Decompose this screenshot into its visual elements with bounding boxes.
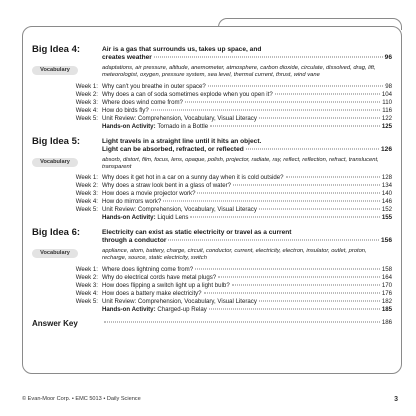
page-number: 164 xyxy=(381,273,392,281)
week-question: How does a movie projector work? xyxy=(102,190,196,198)
page-number: 186 xyxy=(381,318,392,326)
week-question: Unit Review: Comprehension, Vocabulary, Visual Literacy xyxy=(102,206,257,214)
page-number: 104 xyxy=(381,90,392,98)
big-idea-title-line2: through a conductor xyxy=(102,237,167,245)
week-entry xyxy=(32,298,392,306)
big-idea-label: Big Idea 6: xyxy=(32,227,81,239)
leader-dots xyxy=(275,93,380,94)
page-number: 96 xyxy=(384,54,392,61)
hands-on-title: Liquid Lens xyxy=(157,214,189,222)
big-idea-heading xyxy=(32,136,392,154)
week-question: How does flipping a switch light up a light bulb? xyxy=(102,281,230,289)
week-label: Week 2: xyxy=(75,273,98,281)
big-idea-title-line1: Air is a gas that surrounds us, takes up space, and xyxy=(102,46,262,53)
week-entry xyxy=(32,99,392,107)
page-number: 140 xyxy=(381,190,392,198)
week-question: How do mirrors work? xyxy=(102,198,162,206)
vocabulary-list: appliance, atom, battery, charge, circuit, conductor, current, electricity, electron, insulator, outlet, proton, recharge, source, static electricity, switch xyxy=(102,248,367,262)
page-number: 156 xyxy=(380,237,392,245)
week-label: Week 4: xyxy=(75,198,98,206)
hands-on-label: Hands-on Activity: xyxy=(102,305,156,313)
leader-dots xyxy=(185,101,380,102)
week-question: Why does it get hot in a car on a sunny day when it is cold outside? xyxy=(102,174,284,182)
page-number: 125 xyxy=(381,122,392,130)
week-entry xyxy=(32,115,392,123)
week-question: Unit Review: Comprehension, Vocabulary, Visual Literacy xyxy=(102,297,257,305)
leader-dots xyxy=(154,57,383,58)
big-idea-heading xyxy=(32,44,392,62)
page-number: 146 xyxy=(381,198,392,206)
week-label: Week 3: xyxy=(75,190,98,198)
big-idea-title-line2: creates weather xyxy=(102,54,152,61)
leader-dots xyxy=(163,201,380,202)
week-question: How does a battery make electricity? xyxy=(102,289,202,297)
leader-dots xyxy=(286,177,380,178)
week-entry xyxy=(32,83,392,91)
leader-dots xyxy=(197,193,379,194)
vocabulary-block xyxy=(32,157,392,172)
page-number: 155 xyxy=(381,214,392,222)
hands-on-title: Tornado in a Bottle xyxy=(157,122,209,130)
leader-dots xyxy=(195,268,380,269)
week-question: Why does a can of soda sometimes explode when you open it? xyxy=(102,90,273,98)
week-question: Unit Review: Comprehension, Vocabulary, Visual Literacy xyxy=(102,114,257,122)
week-question: Why can't you breathe in outer space? xyxy=(102,82,206,90)
leader-dots xyxy=(232,284,380,285)
page-number: 152 xyxy=(381,206,392,214)
page-number: 134 xyxy=(381,182,392,190)
week-entry xyxy=(32,182,392,190)
page-number: 122 xyxy=(381,114,392,122)
page-number: 98 xyxy=(385,82,392,90)
leader-dots xyxy=(259,117,380,118)
big-idea-title xyxy=(102,227,392,245)
answer-key-label: Answer Key xyxy=(32,318,78,328)
big-idea-section xyxy=(32,44,392,131)
week-label: Week 3: xyxy=(75,281,98,289)
hands-on-title: Charged-up Relay xyxy=(157,305,207,313)
vocabulary-block xyxy=(32,248,392,263)
page-number: 126 xyxy=(380,145,392,153)
leader-dots xyxy=(168,240,379,241)
leader-dots xyxy=(208,85,383,86)
hands-on-entry xyxy=(32,123,392,131)
week-label: Week 5: xyxy=(75,297,98,305)
leader-dots xyxy=(233,185,380,186)
week-label: Week 2: xyxy=(75,90,98,98)
week-entry xyxy=(32,282,392,290)
leader-dots xyxy=(104,321,380,322)
week-question: Where does lightning come from? xyxy=(102,265,194,273)
week-entry xyxy=(32,107,392,115)
page-number: 128 xyxy=(381,174,392,182)
hands-on-label: Hands-on Activity: xyxy=(102,122,156,130)
week-entry xyxy=(32,190,392,198)
big-idea-title-line1: Light travels in a straight line until it hits an object. xyxy=(102,137,262,145)
footer-credit: © Evan-Moor Corp. • EMC 5013 • Daily Science xyxy=(22,396,141,402)
leader-dots xyxy=(209,308,380,309)
week-entry xyxy=(32,198,392,206)
week-entry xyxy=(32,274,392,282)
week-entry xyxy=(32,266,392,274)
week-label: Week 4: xyxy=(75,289,98,297)
week-question: How do birds fly? xyxy=(102,106,149,114)
week-entry xyxy=(32,174,392,182)
page-number: 110 xyxy=(382,98,392,106)
page-number: 170 xyxy=(381,281,392,289)
hands-on-label: Hands-on Activity: xyxy=(102,214,156,222)
week-label: Week 1: xyxy=(75,82,98,90)
week-label: Week 4: xyxy=(75,106,98,114)
page-number: 185 xyxy=(381,305,392,313)
leader-dots xyxy=(190,217,379,218)
page-number: 182 xyxy=(381,297,392,305)
week-label: Week 2: xyxy=(75,182,98,190)
week-question: Why does a straw look bent in a glass of water? xyxy=(102,182,232,190)
week-question: Where does wind come from? xyxy=(102,98,183,106)
answer-key-entry xyxy=(32,319,392,328)
big-idea-section xyxy=(32,136,392,223)
week-label: Week 3: xyxy=(75,98,98,106)
week-label: Week 1: xyxy=(75,265,98,273)
week-entry xyxy=(32,206,392,214)
big-idea-title-line2: Light can be absorbed, refracted, or reflected xyxy=(102,145,244,153)
hands-on-entry xyxy=(32,306,392,314)
vocabulary-tag: Vocabulary xyxy=(32,66,78,75)
page-number: 116 xyxy=(382,106,392,114)
vocabulary-tag: Vocabulary xyxy=(32,158,78,167)
big-idea-label: Big Idea 5: xyxy=(32,135,81,147)
page-number: 158 xyxy=(381,265,392,273)
big-idea-heading xyxy=(32,227,392,245)
hands-on-entry xyxy=(32,214,392,222)
leader-dots xyxy=(204,292,380,293)
table-of-contents xyxy=(32,44,392,328)
vocabulary-tag: Vocabulary xyxy=(32,249,78,258)
page-footer xyxy=(22,396,402,403)
leader-dots xyxy=(210,125,380,126)
week-entry xyxy=(32,290,392,298)
week-label: Week 5: xyxy=(75,206,98,214)
big-idea-title-line1: Electricity can exist as static electricity or travel as a current xyxy=(102,229,292,237)
leader-dots xyxy=(151,109,381,110)
leader-dots xyxy=(246,148,379,149)
big-idea-title xyxy=(102,44,392,62)
footer-page-number: 3 xyxy=(394,396,398,403)
vocabulary-list: adaptations, air pressure, altitude, anemometer, atmosphere, carbon dioxide, circulate, dissolved, drag, lift, meteorologist, oxygen, pressure system, sea level, thermal current, thrust, wind vane xyxy=(102,65,376,79)
week-question: Why do electrical cords have metal plugs? xyxy=(102,273,217,281)
leader-dots xyxy=(259,300,380,301)
big-idea-label: Big Idea 4: xyxy=(32,44,81,55)
big-idea-title xyxy=(102,136,392,154)
vocabulary-block xyxy=(32,65,392,80)
leader-dots xyxy=(259,209,380,210)
page-number: 176 xyxy=(381,289,392,297)
vocabulary-list: absorb, distort, film, focus, lens, opaque, polish, projector, radiate, ray, reflect, reflection, refract, translucent, transparent xyxy=(102,156,379,170)
week-entry xyxy=(32,91,392,99)
week-label: Week 5: xyxy=(75,114,98,122)
leader-dots xyxy=(218,276,380,277)
week-label: Week 1: xyxy=(75,174,98,182)
big-idea-section xyxy=(32,227,392,314)
